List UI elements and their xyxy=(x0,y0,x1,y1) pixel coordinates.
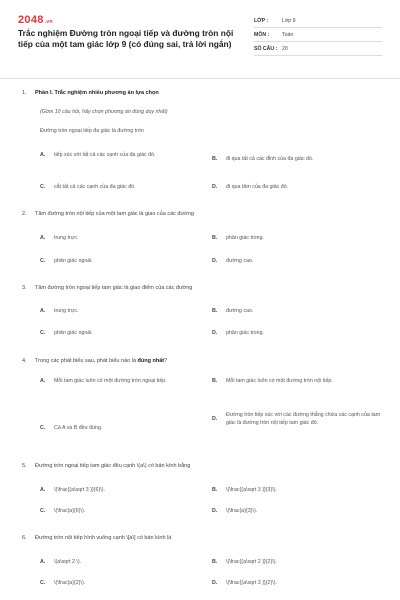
question-text: Đường tròn ngoại tiếp đa giác là đường tròn xyxy=(40,128,144,134)
page-title: Trắc nghiệm Đường tròn ngoại tiếp và đường tròn nội tiếp của một tam giác lớp 9 (có đúng sai, trả lời ngắn) xyxy=(18,28,234,49)
section-instruction: (Gồm 10 câu hỏi, hãy chọn phương án đúng duy nhất) xyxy=(40,109,168,115)
meta-row-subject: MÔN : Toán xyxy=(254,28,382,42)
question-number: 1. xyxy=(22,90,27,96)
option-a[interactable]: A. trung trực. xyxy=(40,235,79,241)
document-header xyxy=(18,14,382,66)
option-c[interactable]: C. cắt tất cả các cạnh của đa giác đó. xyxy=(40,184,136,190)
option-a[interactable]: A. \(a\sqrt 2 \). xyxy=(40,559,82,565)
option-a[interactable]: A. Mỗi tam giác luôn có một đường tròn ngoại tiếp. xyxy=(40,378,167,384)
site-logo[interactable]: 2048.vn xyxy=(18,14,53,26)
option-d[interactable]: D. đường cao. xyxy=(212,258,254,264)
question-text: Đường tròn ngoại tiếp tam giác đều cạnh \(a\) có bán kính bằng xyxy=(35,463,191,469)
option-b[interactable]: B. đi qua tất cả các đỉnh của đa giác đó. xyxy=(212,156,314,162)
question-number: 2. xyxy=(22,211,27,217)
option-a[interactable]: A. tiếp xúc với tất cả các cạnh của đa giác đó. xyxy=(40,152,156,158)
option-a[interactable]: A. \(\frac{{a\sqrt 3 }}{6}\). xyxy=(40,487,105,493)
question-text: Trong các phát biểu sau, phát biểu nào là đúng nhất? xyxy=(35,358,168,364)
option-c[interactable]: C. \(\frac{a}{6}\). xyxy=(40,508,86,514)
question-text: Tâm đường tròn ngoại tiếp tam giác là giao điểm của các đường xyxy=(35,285,193,291)
header-divider xyxy=(0,78,400,79)
option-d[interactable]: D. Đường tròn tiếp xúc với các đường thẳng chứa các cạnh của tam giác là đường tròn nội tiếp tam giác đó. xyxy=(212,412,381,426)
question-number: 5. xyxy=(22,463,27,469)
option-b[interactable]: B. Mỗi tam giác luôn có một đường tròn nội tiếp. xyxy=(212,378,333,384)
option-c[interactable]: C. Cả A và B đều đúng. xyxy=(40,425,103,431)
option-b[interactable]: B. \(\frac{{a\sqrt 3 }}{3}\). xyxy=(212,487,277,493)
option-c[interactable]: C. phân giác ngoài. xyxy=(40,330,93,336)
option-d[interactable]: D. \(\frac{{a\sqrt 3 }}{2}\). xyxy=(212,580,277,586)
option-b[interactable]: B. \(\frac{{a\sqrt 2 }}{2}\). xyxy=(212,559,277,565)
option-d[interactable]: D. phân giác trong. xyxy=(212,330,264,336)
question-text: Tâm đường tròn nội tiếp của một tam giác là giao của các đường xyxy=(35,211,194,217)
option-b[interactable]: B. phân giác trong. xyxy=(212,235,264,241)
question-number: 3. xyxy=(22,285,27,291)
question-number: 6. xyxy=(22,535,27,541)
meta-row-count: SỐ CÂU : 20 xyxy=(254,42,382,56)
section-heading: Phần I. Trắc nghiệm nhiều phương án lựa chọn xyxy=(35,90,159,96)
option-b[interactable]: B. đường cao. xyxy=(212,308,254,314)
option-d[interactable]: D. đi qua tâm của đa giác đó. xyxy=(212,184,289,190)
question-number: 4. xyxy=(22,358,27,364)
emphasis-text: đúng nhất xyxy=(137,358,165,364)
question-text: Đường tròn nội tiếp hình vuông cạnh \[a\] có bán kính là xyxy=(35,535,172,541)
option-a[interactable]: A. trung trực. xyxy=(40,308,79,314)
meta-info xyxy=(254,14,382,56)
option-c[interactable]: C. phân giác ngoài. xyxy=(40,258,93,264)
option-d[interactable]: D. \(\frac{a}{3}\). xyxy=(212,508,258,514)
option-c[interactable]: C. \(\frac{a}{2}\). xyxy=(40,580,86,586)
meta-row-class: LỚP : Lớp 9 xyxy=(254,14,382,28)
